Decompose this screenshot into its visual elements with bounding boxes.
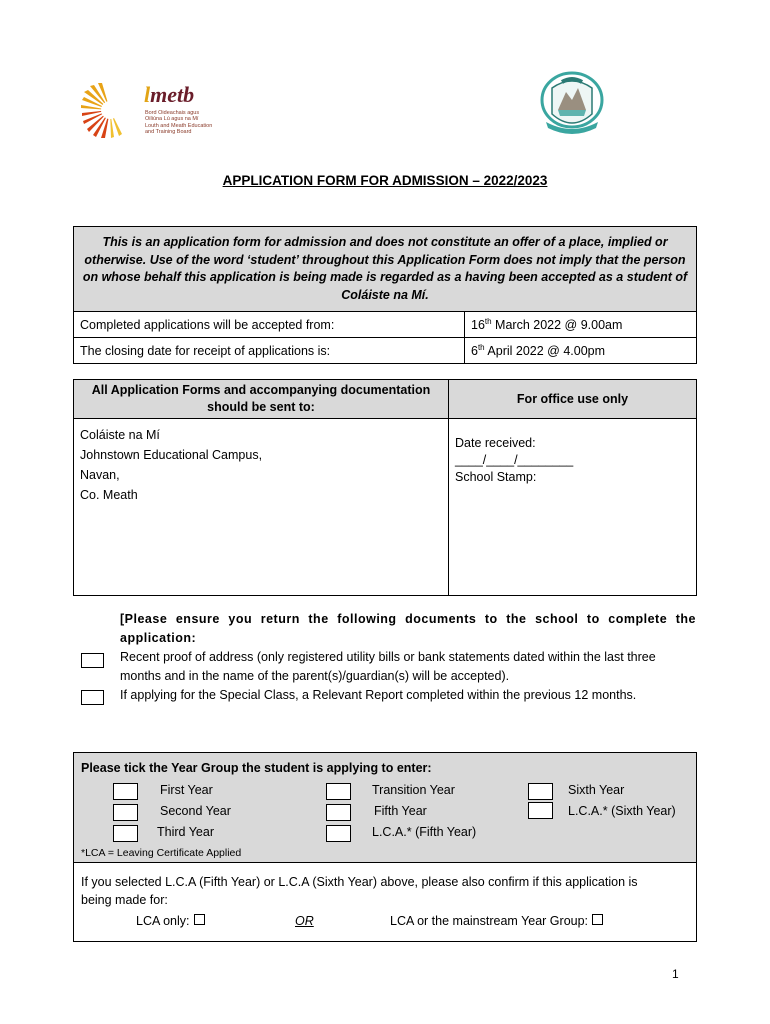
documents-intro: [Please ensure you return the following documents to the school to complete the application: [120, 612, 696, 645]
lca-or-mainstream-label: LCA or the mainstream Year Group: [390, 914, 589, 928]
document-item-proof-of-address: Recent proof of address (only registered utility bills or bank statements dated within the last three months and in the name of the parent(s)/guardian(s) will be accepted). [120, 650, 656, 683]
admission-disclaimer: This is an application form for admission and does not constitute an offer of a place, implied or otherwise. Use of the word ‘student’ throughout this Application Form does not imply that the person on whose behalf this application is being made is regarded as a having been accepted as a student of Coláiste na Mí. [74, 227, 697, 312]
page-title: APPLICATION FORM FOR ADMISSION – 2022/2023 [222, 173, 548, 188]
lca-or-mainstream-option [390, 914, 603, 928]
page-number: 1 [672, 967, 679, 981]
first-year-checkbox[interactable] [113, 783, 138, 800]
or-separator: OR [295, 914, 314, 928]
transition-year-label: Transition Year [372, 783, 455, 797]
lca-only-label: LCA only: [136, 914, 190, 928]
fifth-year-label: Fifth Year [374, 804, 427, 818]
lca-confirm-text: If you selected L.C.A (Fifth Year) or L.C.A (Sixth Year) above, please also confirm if this application is being made for: [81, 875, 638, 907]
school-crest-icon [538, 70, 606, 140]
fifth-year-checkbox[interactable] [326, 804, 351, 821]
send-to-table [73, 379, 697, 596]
lca-or-mainstream-checkbox[interactable] [592, 914, 603, 925]
relevant-report-checkbox[interactable] [81, 690, 104, 705]
lca-only-checkbox[interactable] [194, 914, 205, 925]
application-info-table [73, 226, 697, 364]
third-year-label: Third Year [157, 825, 214, 839]
school-address: Coláiste na Mí Johnstown Educational Campus, Navan, Co. Meath [74, 419, 449, 596]
year-group-section [73, 752, 697, 942]
lca-fifth-year-checkbox[interactable] [326, 825, 351, 842]
school-stamp-label: School Stamp: [455, 470, 537, 484]
document-item-relevant-report: If applying for the Special Class, a Relevant Report completed within the previous 12 months. [120, 688, 637, 702]
lmetb-logo-tagline: Bord Oideachais agus Oiliúna Lú agus na Mí Louth and Meath Education and Training Board [145, 110, 213, 135]
table-row [74, 312, 697, 338]
date-received-field[interactable]: ____/____/________ [455, 453, 574, 467]
lmetb-logo-wordmark: lmetb [144, 82, 195, 107]
lca-only-option [136, 914, 205, 928]
office-use-section [449, 419, 697, 596]
third-year-checkbox[interactable] [113, 825, 138, 842]
accepted-from-label: Completed applications will be accepted from: [74, 312, 465, 338]
lca-fifth-year-label: L.C.A.* (Fifth Year) [372, 825, 477, 839]
transition-year-checkbox[interactable] [326, 783, 351, 800]
lca-footnote: *LCA = Leaving Certificate Applied [81, 847, 242, 859]
table-row [74, 338, 697, 364]
sixth-year-checkbox[interactable] [528, 783, 553, 800]
closing-date-value: 6th April 2022 @ 4.00pm [465, 338, 697, 364]
second-year-checkbox[interactable] [113, 804, 138, 821]
lca-sixth-year-label: L.C.A.* (Sixth Year) [568, 804, 676, 818]
send-to-header: All Application Forms and accompanying documentation should be sent to: [74, 380, 449, 419]
sixth-year-label: Sixth Year [568, 783, 625, 797]
second-year-label: Second Year [160, 804, 231, 818]
required-documents [120, 610, 696, 705]
proof-of-address-checkbox[interactable] [81, 653, 104, 668]
office-use-header: For office use only [449, 380, 697, 419]
lca-sixth-year-checkbox[interactable] [528, 802, 553, 819]
year-group-prompt: Please tick the Year Group the student is applying to enter: [81, 761, 432, 775]
lmetb-logo-sun-icon [80, 82, 140, 138]
accepted-from-value: 16th March 2022 @ 9.00am [465, 312, 697, 338]
date-received-label: Date received: [455, 436, 536, 450]
closing-date-label: The closing date for receipt of applications is: [74, 338, 465, 364]
first-year-label: First Year [160, 783, 213, 797]
